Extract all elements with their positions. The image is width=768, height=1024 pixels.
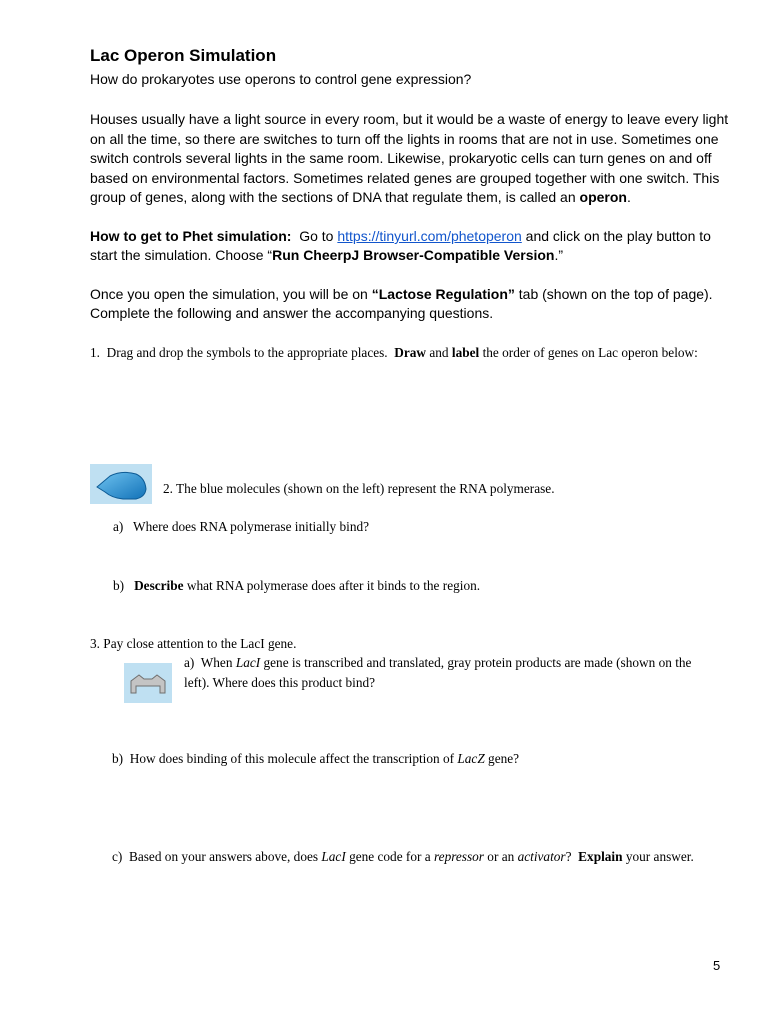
intro-line-3: switch controls several lights in the same room. Likewise, prokaryotic cells can turn genes on and off xyxy=(90,150,712,166)
q1-label: label xyxy=(451,345,480,360)
intro-text: group of genes, along with the sections of DNA that regulate them, is called an xyxy=(90,189,580,205)
open-sim-line-2: Complete the following and answer the accompanying questions. xyxy=(90,305,494,321)
operon-term: operon xyxy=(579,189,627,205)
q2b-text: what RNA polymerase does after it binds to the region. xyxy=(183,578,481,593)
q3c-repressor: repressor xyxy=(433,849,484,864)
q1-and: and xyxy=(426,345,452,360)
q3b-lacz: LacZ xyxy=(457,751,485,766)
question-2a: a) Where does RNA polymerase initially bind? xyxy=(113,519,370,534)
q1-text: 1. Drag and drop the symbols to the appropriate places. xyxy=(90,345,395,360)
howto-line-2 xyxy=(90,247,563,263)
q3c-explain: Explain xyxy=(578,849,623,864)
q3b-text: b) How does binding of this molecule affect the transcription of xyxy=(112,751,458,766)
q1-draw: Draw xyxy=(394,345,427,360)
howto-line-1 xyxy=(90,228,711,244)
q3c-laci: LacI xyxy=(321,849,346,864)
q3c-mid1: gene code for a xyxy=(345,849,434,864)
intro-line-2: on all the time, so there are switches to turn off the lights in rooms that are not in use. Sometimes one xyxy=(90,131,719,147)
page-subtitle: How do prokaryotes use operons to control gene expression? xyxy=(90,71,472,87)
question-3c xyxy=(112,849,694,865)
q3c-mid2: or an xyxy=(483,849,518,864)
question-2: 2. The blue molecules (shown on the left) represent the RNA polymerase. xyxy=(163,481,555,496)
intro-line-1: Houses usually have a light source in every room, but it would be a waste of energy to leave every light xyxy=(90,111,729,127)
rna-polymerase-icon xyxy=(90,464,152,504)
howto-end: .” xyxy=(554,247,564,263)
q3c-activator: activator xyxy=(517,849,566,864)
question-3b xyxy=(112,751,519,767)
howto-choose: start the simulation. Choose “ xyxy=(90,247,273,263)
q3c-mid3: ? xyxy=(565,849,579,864)
q3a-laci: LacI xyxy=(235,655,261,670)
intro-end: . xyxy=(626,189,631,205)
question-1 xyxy=(90,345,698,361)
question-3a-line-1 xyxy=(184,655,691,671)
cheerpj-version: Run CheerpJ Browser-Compatible Version xyxy=(272,247,555,263)
open-sim-end: tab (shown on the top of page). xyxy=(514,286,713,302)
intro-line-4: based on environmental factors. Sometimes related genes are grouped together with one switch. This xyxy=(90,170,720,186)
q3b-end: gene? xyxy=(484,751,520,766)
howto-goto: Go to xyxy=(291,228,338,244)
q3a-prefix: a) When xyxy=(184,655,236,670)
q3a-text: gene is transcribed and translated, gray protein products are made (shown on the xyxy=(260,655,692,670)
open-sim-line-1 xyxy=(90,286,713,302)
howto-after-link: and click on the play button to xyxy=(521,228,711,244)
page-title: Lac Operon Simulation xyxy=(90,46,277,65)
phet-link[interactable]: https://tinyurl.com/phetoperon xyxy=(337,228,522,244)
howto-label: How to get to Phet simulation: xyxy=(90,228,292,244)
q3c-end: your answer. xyxy=(622,849,694,864)
intro-line-5 xyxy=(90,189,631,205)
question-3a-line-2: left). Where does this product bind? xyxy=(184,675,376,690)
q2b-prefix: b) xyxy=(113,578,135,593)
question-3: 3. Pay close attention to the LacI gene. xyxy=(90,636,297,651)
q1-end: the order of genes on Lac operon below: xyxy=(479,345,698,360)
q3c-text: c) Based on your answers above, does xyxy=(112,849,322,864)
lactose-regulation-tab: “Lactose Regulation” xyxy=(371,286,515,302)
question-2b xyxy=(113,578,480,594)
open-sim-text: Once you open the simulation, you will be on xyxy=(90,286,372,302)
q2b-describe: Describe xyxy=(134,578,184,593)
lac-repressor-icon xyxy=(124,663,172,703)
page-number: 5 xyxy=(713,958,721,973)
